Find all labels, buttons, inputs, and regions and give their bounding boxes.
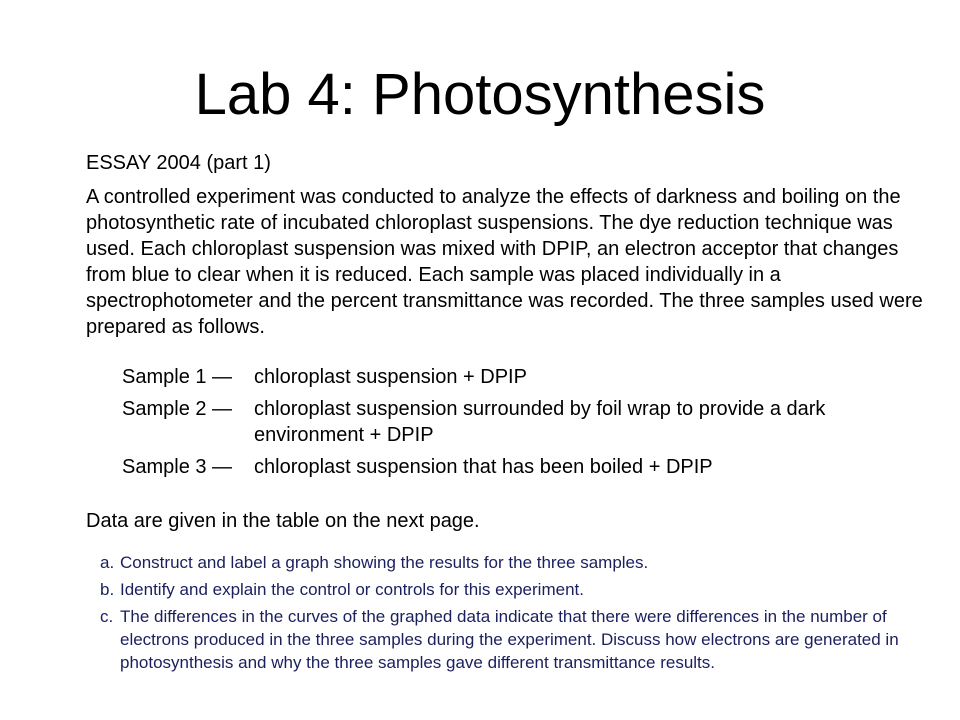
sample-item: [122, 396, 922, 448]
question-letter: c.: [100, 607, 114, 626]
sample-description: chloroplast suspension + DPIP: [254, 366, 527, 388]
essay-heading: ESSAY 2004 (part 1): [86, 152, 271, 174]
sample-item: [122, 364, 922, 390]
question-letter: b.: [100, 580, 115, 599]
sample-label: Sample 3 —: [122, 456, 233, 478]
sample-label: Sample 1 —: [122, 366, 233, 388]
question-text: Identify and explain the control or controls for this experiment.: [120, 580, 584, 599]
sample-description: chloroplast suspension surrounded by foil wrap to provide a dark environment + DPIP: [254, 398, 826, 446]
question-item: [100, 551, 920, 574]
intro-paragraph: A controlled experiment was conducted to analyze the effects of darkness and boiling on the photosynthetic rate of incubated chloroplast suspensions. The dye reduction technique was used. Each chloroplast suspension was mixed with DPIP, an electron acceptor that changes from blue to clear when it is reduced. Each sample was placed individually in a spectrophotometer and the percent transmittance was recorded. The three samples used were prepared as follows.: [86, 186, 923, 338]
question-text: The differences in the curves of the graphed data indicate that there were differences in the number of electrons produced in the three samples during the experiment. Discuss how electrons are generated in photosynthesis and why the three samples gave different transmittance results.: [120, 607, 899, 672]
question-letter: a.: [100, 553, 115, 572]
question-item: [100, 605, 920, 674]
sample-description: chloroplast suspension that has been boiled + DPIP: [254, 456, 713, 478]
slide-title: Lab 4: Photosynthesis: [194, 62, 766, 127]
sample-list: [122, 364, 922, 486]
question-text: Construct and label a graph showing the results for the three samples.: [120, 553, 649, 572]
question-list: [100, 551, 920, 678]
data-note: Data are given in the table on the next page.: [86, 510, 480, 532]
question-item: [100, 578, 920, 601]
sample-item: [122, 454, 922, 480]
sample-label: Sample 2 —: [122, 398, 233, 420]
